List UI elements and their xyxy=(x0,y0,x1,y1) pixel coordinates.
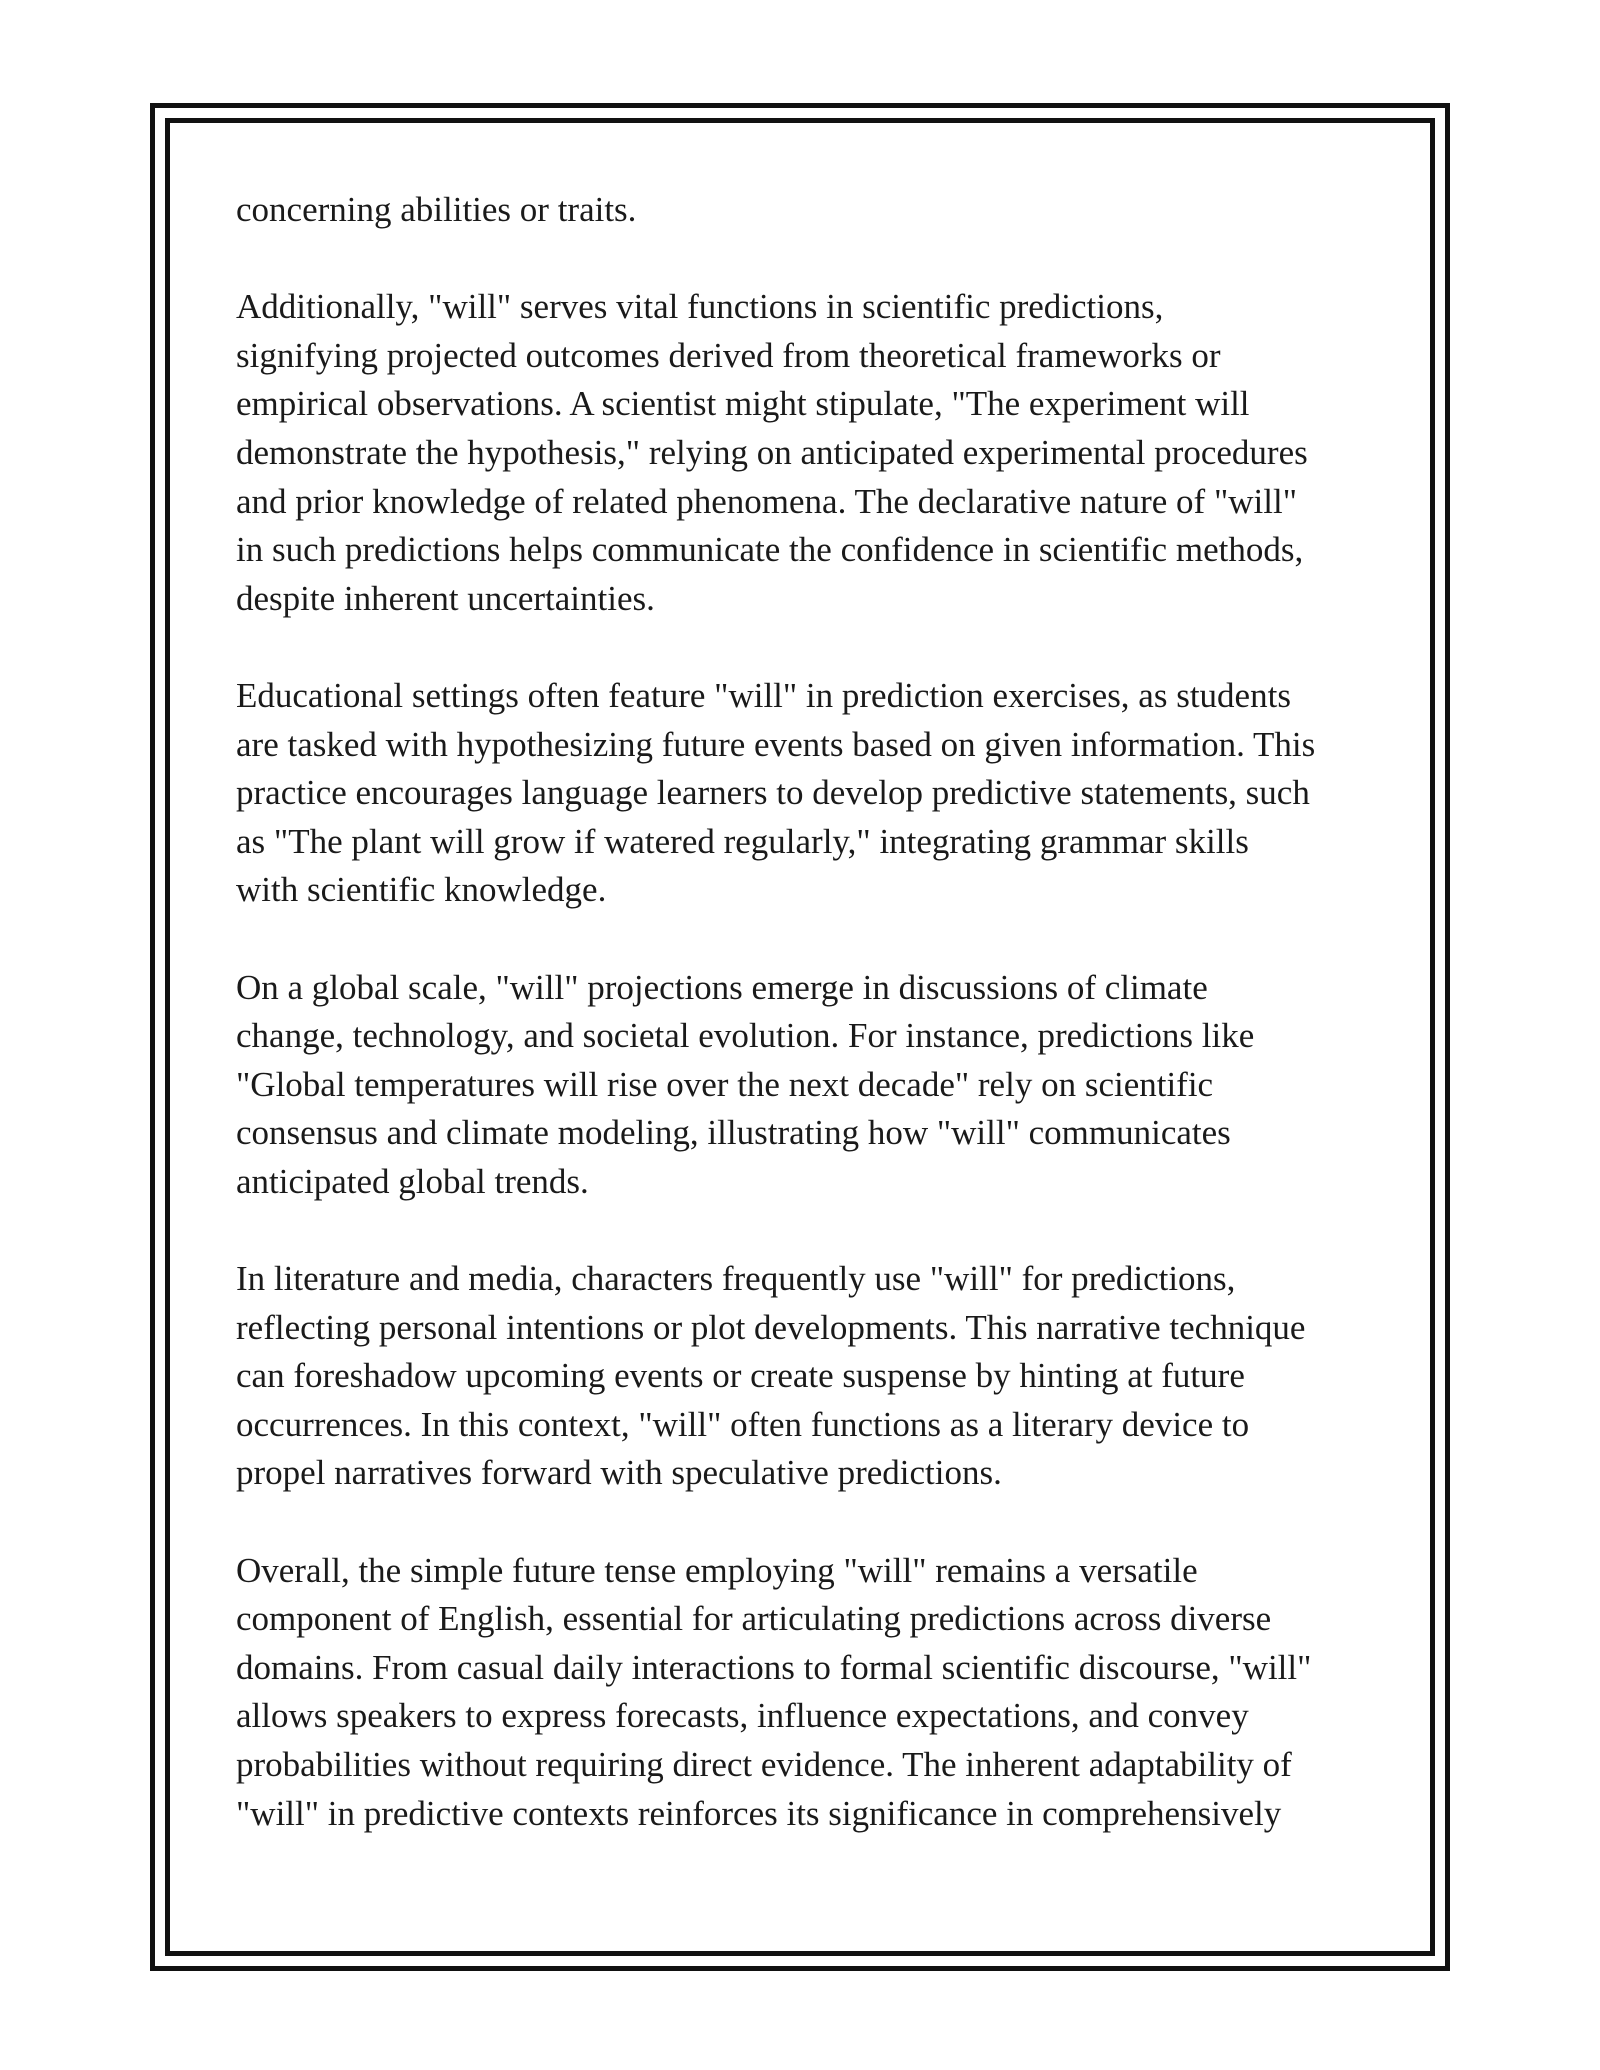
paragraph-4: On a global scale, "will" projections emerge in discussions of climate change, technology, and societal evolution. For instance, predictions like "Global temperatures will rise over the next decade" rely on scientific consensus and climate modeling, illustrating how "will" communicates anticipated global trends. xyxy=(236,967,1255,1201)
paragraph-5: In literature and media, characters frequently use "will" for predictions, reflecting personal intentions or plot developments. This narrative technique can foreshadow upcoming events or create suspense by hinting at future occurrences. In this context, "will" often functions as a literary device to propel narratives forward with speculative predictions. xyxy=(236,1259,1306,1493)
paragraph-6: Overall, the simple future tense employing "will" remains a versatile component of English, essential for articulating predictions across diverse domains. From casual daily interactions to formal scientific discourse, "will" allows speakers to express forecasts, influence expectations, and convey probabilities without requiring direct evidence. The inherent adaptability of "will" in predictive contexts reinforces its significance in comprehensively xyxy=(236,1550,1312,1833)
paragraph-3: Educational settings often feature "will" in prediction exercises, as students are tasked with hypothesizing future events based on given information. This practice encourages language learners to develop predictive statements, such as "The plant will grow if watered regularly," integrating grammar skills with scientific knowledge. xyxy=(236,675,1316,910)
document-body xyxy=(236,186,1376,1887)
paragraph-1: concerning abilities or traits. xyxy=(236,190,637,229)
paragraph-2: Additionally, "will" serves vital functions in scientific predictions, signifying projected outcomes derived from theoretical frameworks or empirical observations. A scientist might stipulate, "The experiment will demonstrate the hypothesis," relying on anticipated experimental procedures and prior knowledge of related phenomena. The declarative nature of "will" in such predictions helps communicate the confidence in scientific methods, despite inherent uncertainties. xyxy=(236,287,1308,618)
